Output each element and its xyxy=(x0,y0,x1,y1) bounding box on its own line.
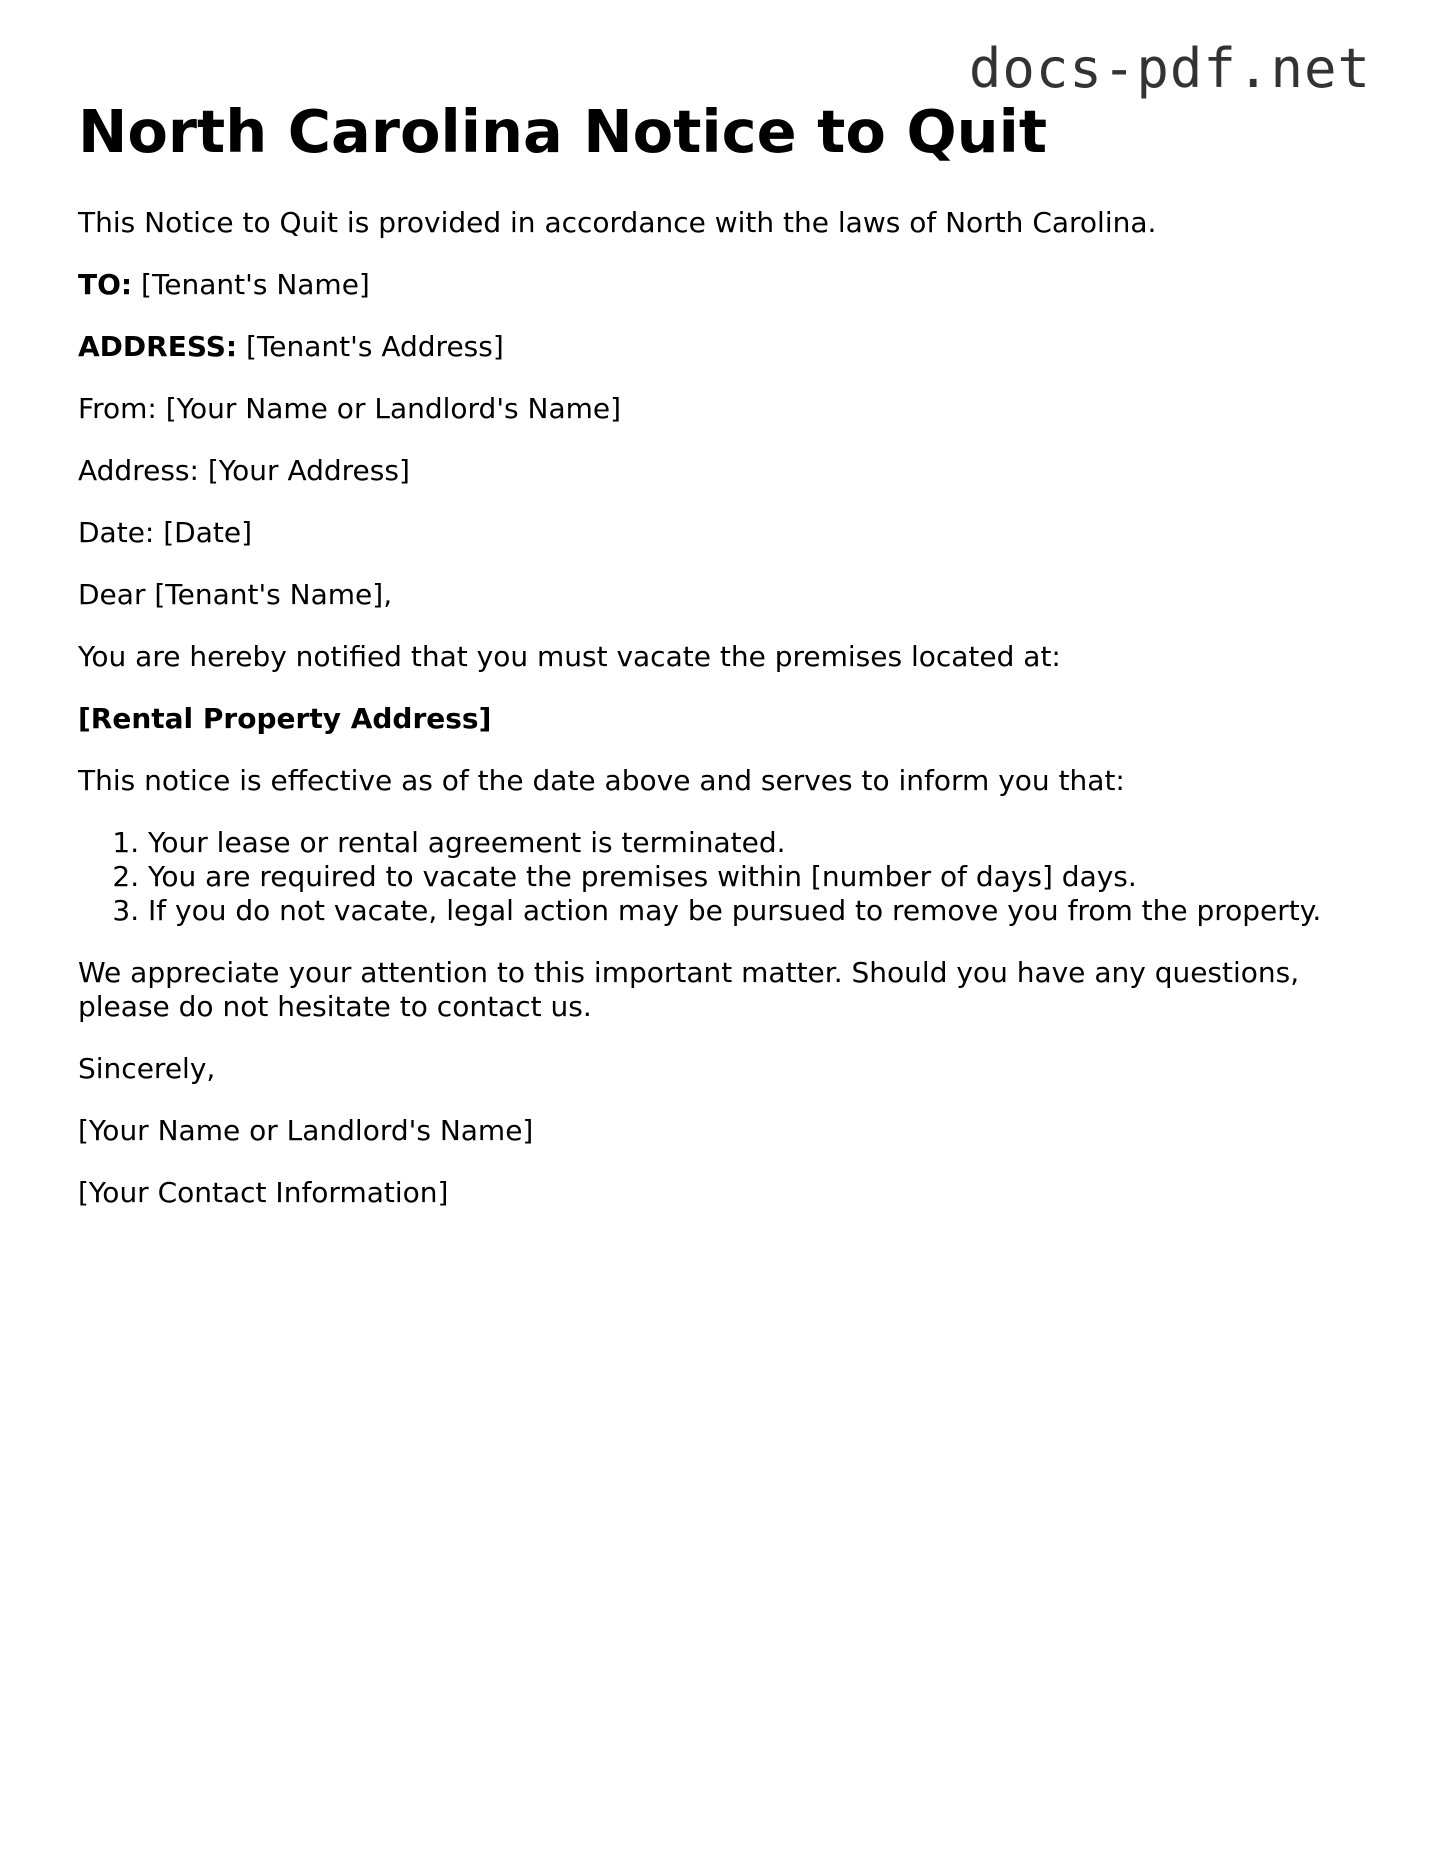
signer-name: [Your Name or Landlord's Name] xyxy=(78,1113,534,1147)
property-address: [Rental Property Address] xyxy=(78,701,492,735)
effective-line: This notice is effective as of the date above and serves to inform you that: xyxy=(78,763,1125,797)
from-line: From: [Your Name or Landlord's Name] xyxy=(78,391,622,425)
date-line: Date: [Date] xyxy=(78,515,253,549)
sign-off: Sincerely, xyxy=(78,1051,216,1085)
salutation: Dear [Tenant's Name], xyxy=(78,577,393,611)
sender-address-line: Address: [Your Address] xyxy=(78,453,410,487)
document-page xyxy=(78,98,1368,1238)
watermark: docs-pdf.net xyxy=(968,37,1371,100)
notice-items-list xyxy=(78,826,1368,928)
list-item: 3. If you do not vacate, legal action may be pursued to remove you from the property. xyxy=(148,894,1368,928)
address-value: [Tenant's Address] xyxy=(246,329,504,363)
address-label: ADDRESS: xyxy=(78,329,238,363)
closing-paragraph: We appreciate your attention to this important matter. Should you have any questions, please do not hesitate to contact us. xyxy=(78,955,1300,1023)
list-item: 2. You are required to vacate the premises within [number of days] days. xyxy=(148,860,1368,894)
document-title: North Carolina Notice to Quit xyxy=(78,97,1048,166)
notice-line: You are hereby notified that you must vacate the premises located at: xyxy=(78,639,1061,673)
address-line xyxy=(78,330,1368,364)
to-line xyxy=(78,268,1368,302)
list-item: 1. Your lease or rental agreement is terminated. xyxy=(148,826,1368,860)
signer-contact: [Your Contact Information] xyxy=(78,1175,449,1209)
intro-paragraph: This Notice to Quit is provided in accordance with the laws of North Carolina. xyxy=(78,205,1157,239)
to-label: TO: xyxy=(78,267,133,301)
to-value: [Tenant's Name] xyxy=(141,267,370,301)
